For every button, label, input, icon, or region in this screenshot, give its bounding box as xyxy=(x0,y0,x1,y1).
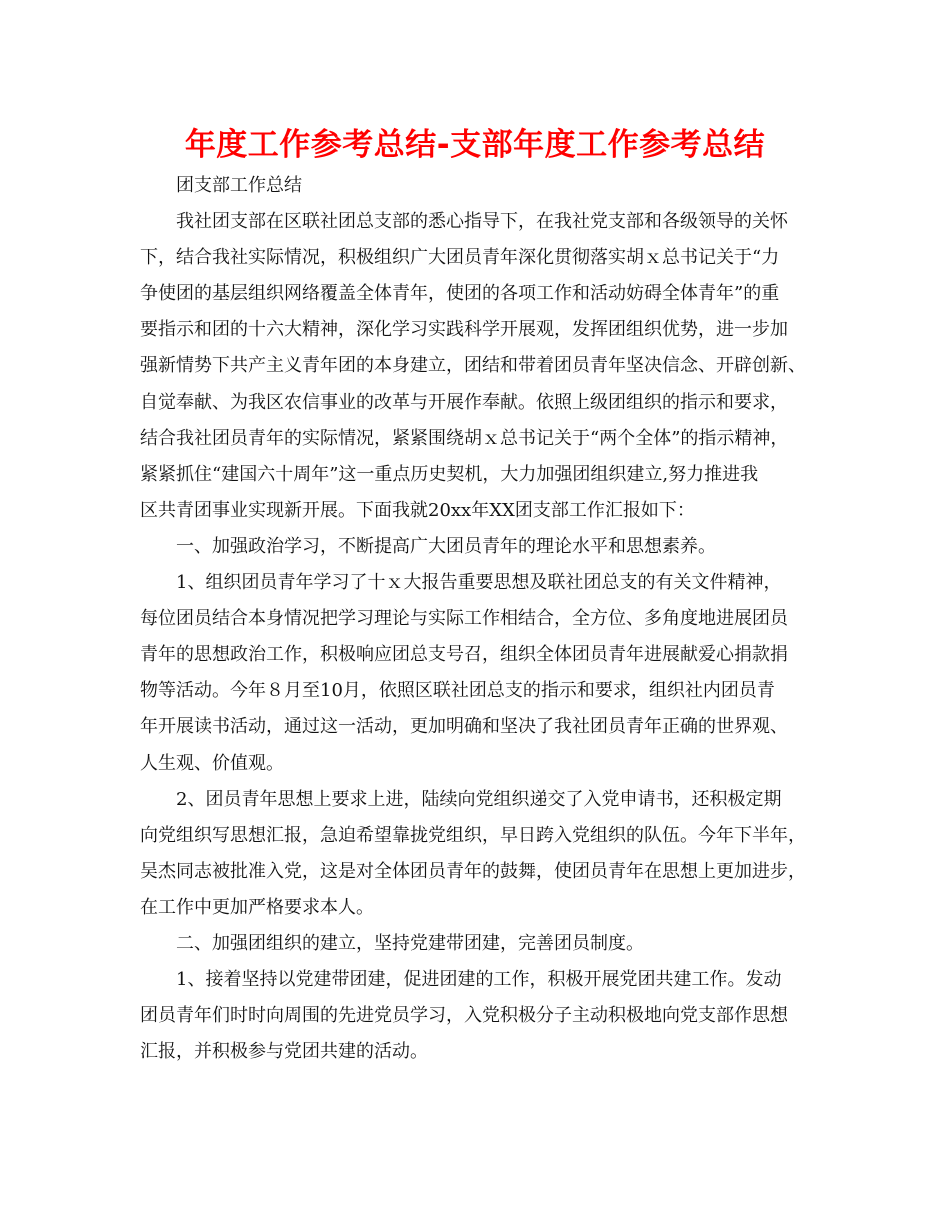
document-title: 年度工作参考总结-支部年度工作参考总结 xyxy=(184,127,766,163)
text-line: 一、加强政治学习，不断提高广大团员青年的理论水平和思想素养。 xyxy=(176,535,716,557)
text-line: 我社团支部在区联社团总支部的悉心指导下，在我社党支部和各级领导的关怀 xyxy=(176,211,788,233)
text-line: 争使团的基层组织网络覆盖全体青年，使团的各项工作和活动妨碍全体青年”的重 xyxy=(140,283,780,305)
text-line: 紧紧抓住“建国六十周年”这一重点历史契机，大力加强团组织建立,努力推进我 xyxy=(140,463,759,485)
text-line: 人生观、价值观。 xyxy=(140,752,284,774)
text-line: 在工作中更加严格要求本人。 xyxy=(140,896,374,918)
text-line: 向党组织写思想汇报，急迫希望靠拢党组织，早日跨入党组织的队伍。今年下半年， xyxy=(140,824,806,846)
text-line: 每位团员结合本身情况把学习理论与实际工作相结合，全方位、多角度地进展团员 xyxy=(140,608,788,630)
text-line: 结合我社团员青年的实际情况，紧紧围绕胡ｘ总书记关于“两个全体”的指示精神， xyxy=(140,427,789,449)
text-line: 二、加强团组织的建立，坚持党建带团建，完善团员制度。 xyxy=(176,932,644,954)
text-line: 自觉奉献、为我区农信事业的改革与开展作奉献。依照上级团组织的指示和要求， xyxy=(140,391,788,413)
text-line: 要指示和团的十六大精神，深化学习实践科学开展观，发挥团组织优势，进一步加 xyxy=(140,319,788,341)
text-line: 2、团员青年思想上要求上进，陆续向党组织递交了入党申请书，还积极定期 xyxy=(176,788,782,810)
text-line: 区共青团事业实现新开展。下面我就20xx年XX团支部工作汇报如下： xyxy=(140,499,695,521)
text-line: 团支部工作总结 xyxy=(176,175,302,196)
text-line: 1、接着坚持以党建带团建，促进团建的工作，积极开展党团共建工作。发动 xyxy=(176,969,782,991)
text-line: 强新情势下共产主义青年团的本身建立，团结和带着团员青年坚决信念、开辟创新、 xyxy=(140,355,806,377)
text-line: 物等活动。今年８月至10月，依照区联社团总支的指示和要求，组织社内团员青 xyxy=(140,680,775,702)
document-body xyxy=(140,168,830,1070)
text-line: 1、组织团员青年学习了十ｘ大报告重要思想及联社团总支的有关文件精神， xyxy=(176,572,782,594)
text-line: 青年的思想政治工作，积极响应团总支号召，组织全体团员青年进展献爱心捐款捐 xyxy=(140,644,788,666)
text-line: 团员青年们时时向周围的先进党员学习，入党积极分子主动积极地向党支部作思想 xyxy=(140,1005,788,1027)
text-line: 汇报，并积极参与党团共建的活动。 xyxy=(140,1041,428,1063)
text-line: 下，结合我社实际情况，积极组织广大团员青年深化贯彻落实胡ｘ总书记关于“力 xyxy=(140,247,780,269)
text-line: 年开展读书活动，通过这一活动，更加明确和坚决了我社团员青年正确的世界观、 xyxy=(140,716,788,738)
text-line: 吴杰同志被批准入党，这是对全体团员青年的鼓舞，使团员青年在思想上更加进步， xyxy=(140,860,806,882)
